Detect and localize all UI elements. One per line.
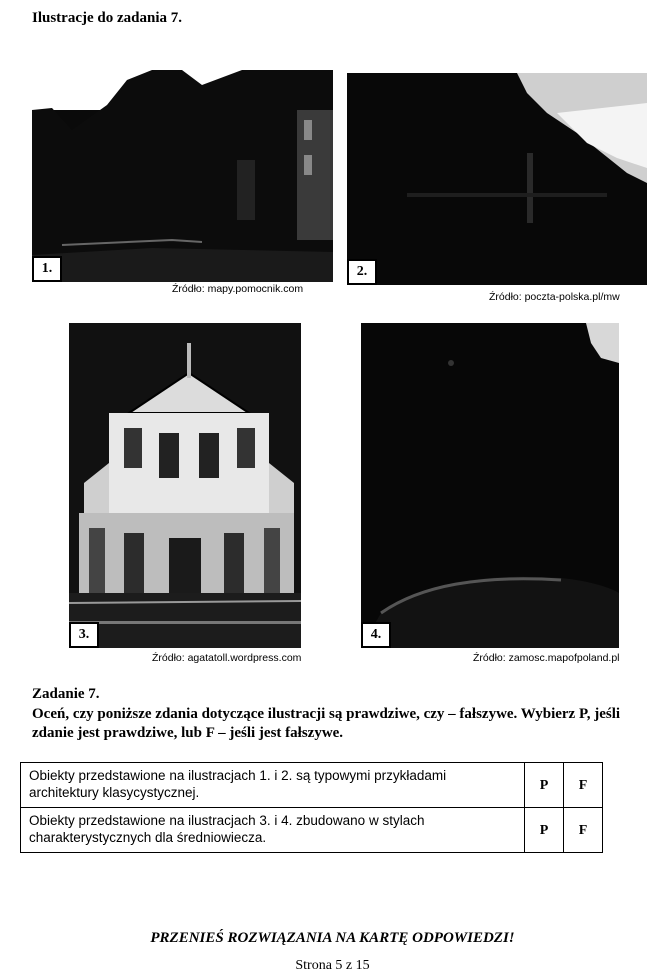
true-false-table <box>20 762 603 853</box>
footer-note: PRZENIEŚ ROZWIĄZANIA NA KARTĘ ODPOWIEDZI! <box>150 930 515 946</box>
illustration-3-photo <box>69 323 301 648</box>
illustration-1-source: Źródło: mapy.pomocnik.com <box>172 283 304 295</box>
statement-1-true-option[interactable]: P <box>525 763 564 808</box>
illustration-4-source: Źródło: zamosc.mapofpoland.pl <box>473 652 620 664</box>
illustration-2-photo <box>347 73 647 285</box>
illustration-2-source: Źródło: poczta-polska.pl/mw <box>489 291 620 303</box>
statement-1: Obiekty przedstawione na ilustracjach 1. i 2. są typowymi przykładami architektury klasycystycznej. <box>21 763 525 808</box>
statement-2: Obiekty przedstawione na ilustracjach 3. i 4. zbudowano w stylach charakterystycznych dla średniowiecza. <box>21 808 525 853</box>
page-number: Strona 5 z 15 <box>295 958 370 973</box>
illustration-3-source: Źródło: agatatoll.wordpress.com <box>152 652 302 664</box>
illustration-2-number: 2. <box>347 259 377 285</box>
statement-2-false-option[interactable]: F <box>564 808 603 853</box>
table-row <box>21 763 603 808</box>
illustration-3-number: 3. <box>69 622 99 648</box>
task-title: Zadanie 7. <box>32 686 100 702</box>
illustrations-heading: Ilustracje do zadania 7. <box>32 10 182 26</box>
illustration-1-photo <box>32 70 333 282</box>
illustration-4-photo <box>361 323 619 648</box>
statement-2-true-option[interactable]: P <box>525 808 564 853</box>
task-instruction: Oceń, czy poniższe zdania dotyczące ilustracji są prawdziwe, czy – fałszywe. Wybierz P, jeśli zdanie jest prawdziwe, lub F – jeśli jest fałszywe. <box>32 706 621 741</box>
illustration-4-number: 4. <box>361 622 391 648</box>
illustration-1-number: 1. <box>32 256 62 282</box>
table-row <box>21 808 603 853</box>
statement-1-false-option[interactable]: F <box>564 763 603 808</box>
